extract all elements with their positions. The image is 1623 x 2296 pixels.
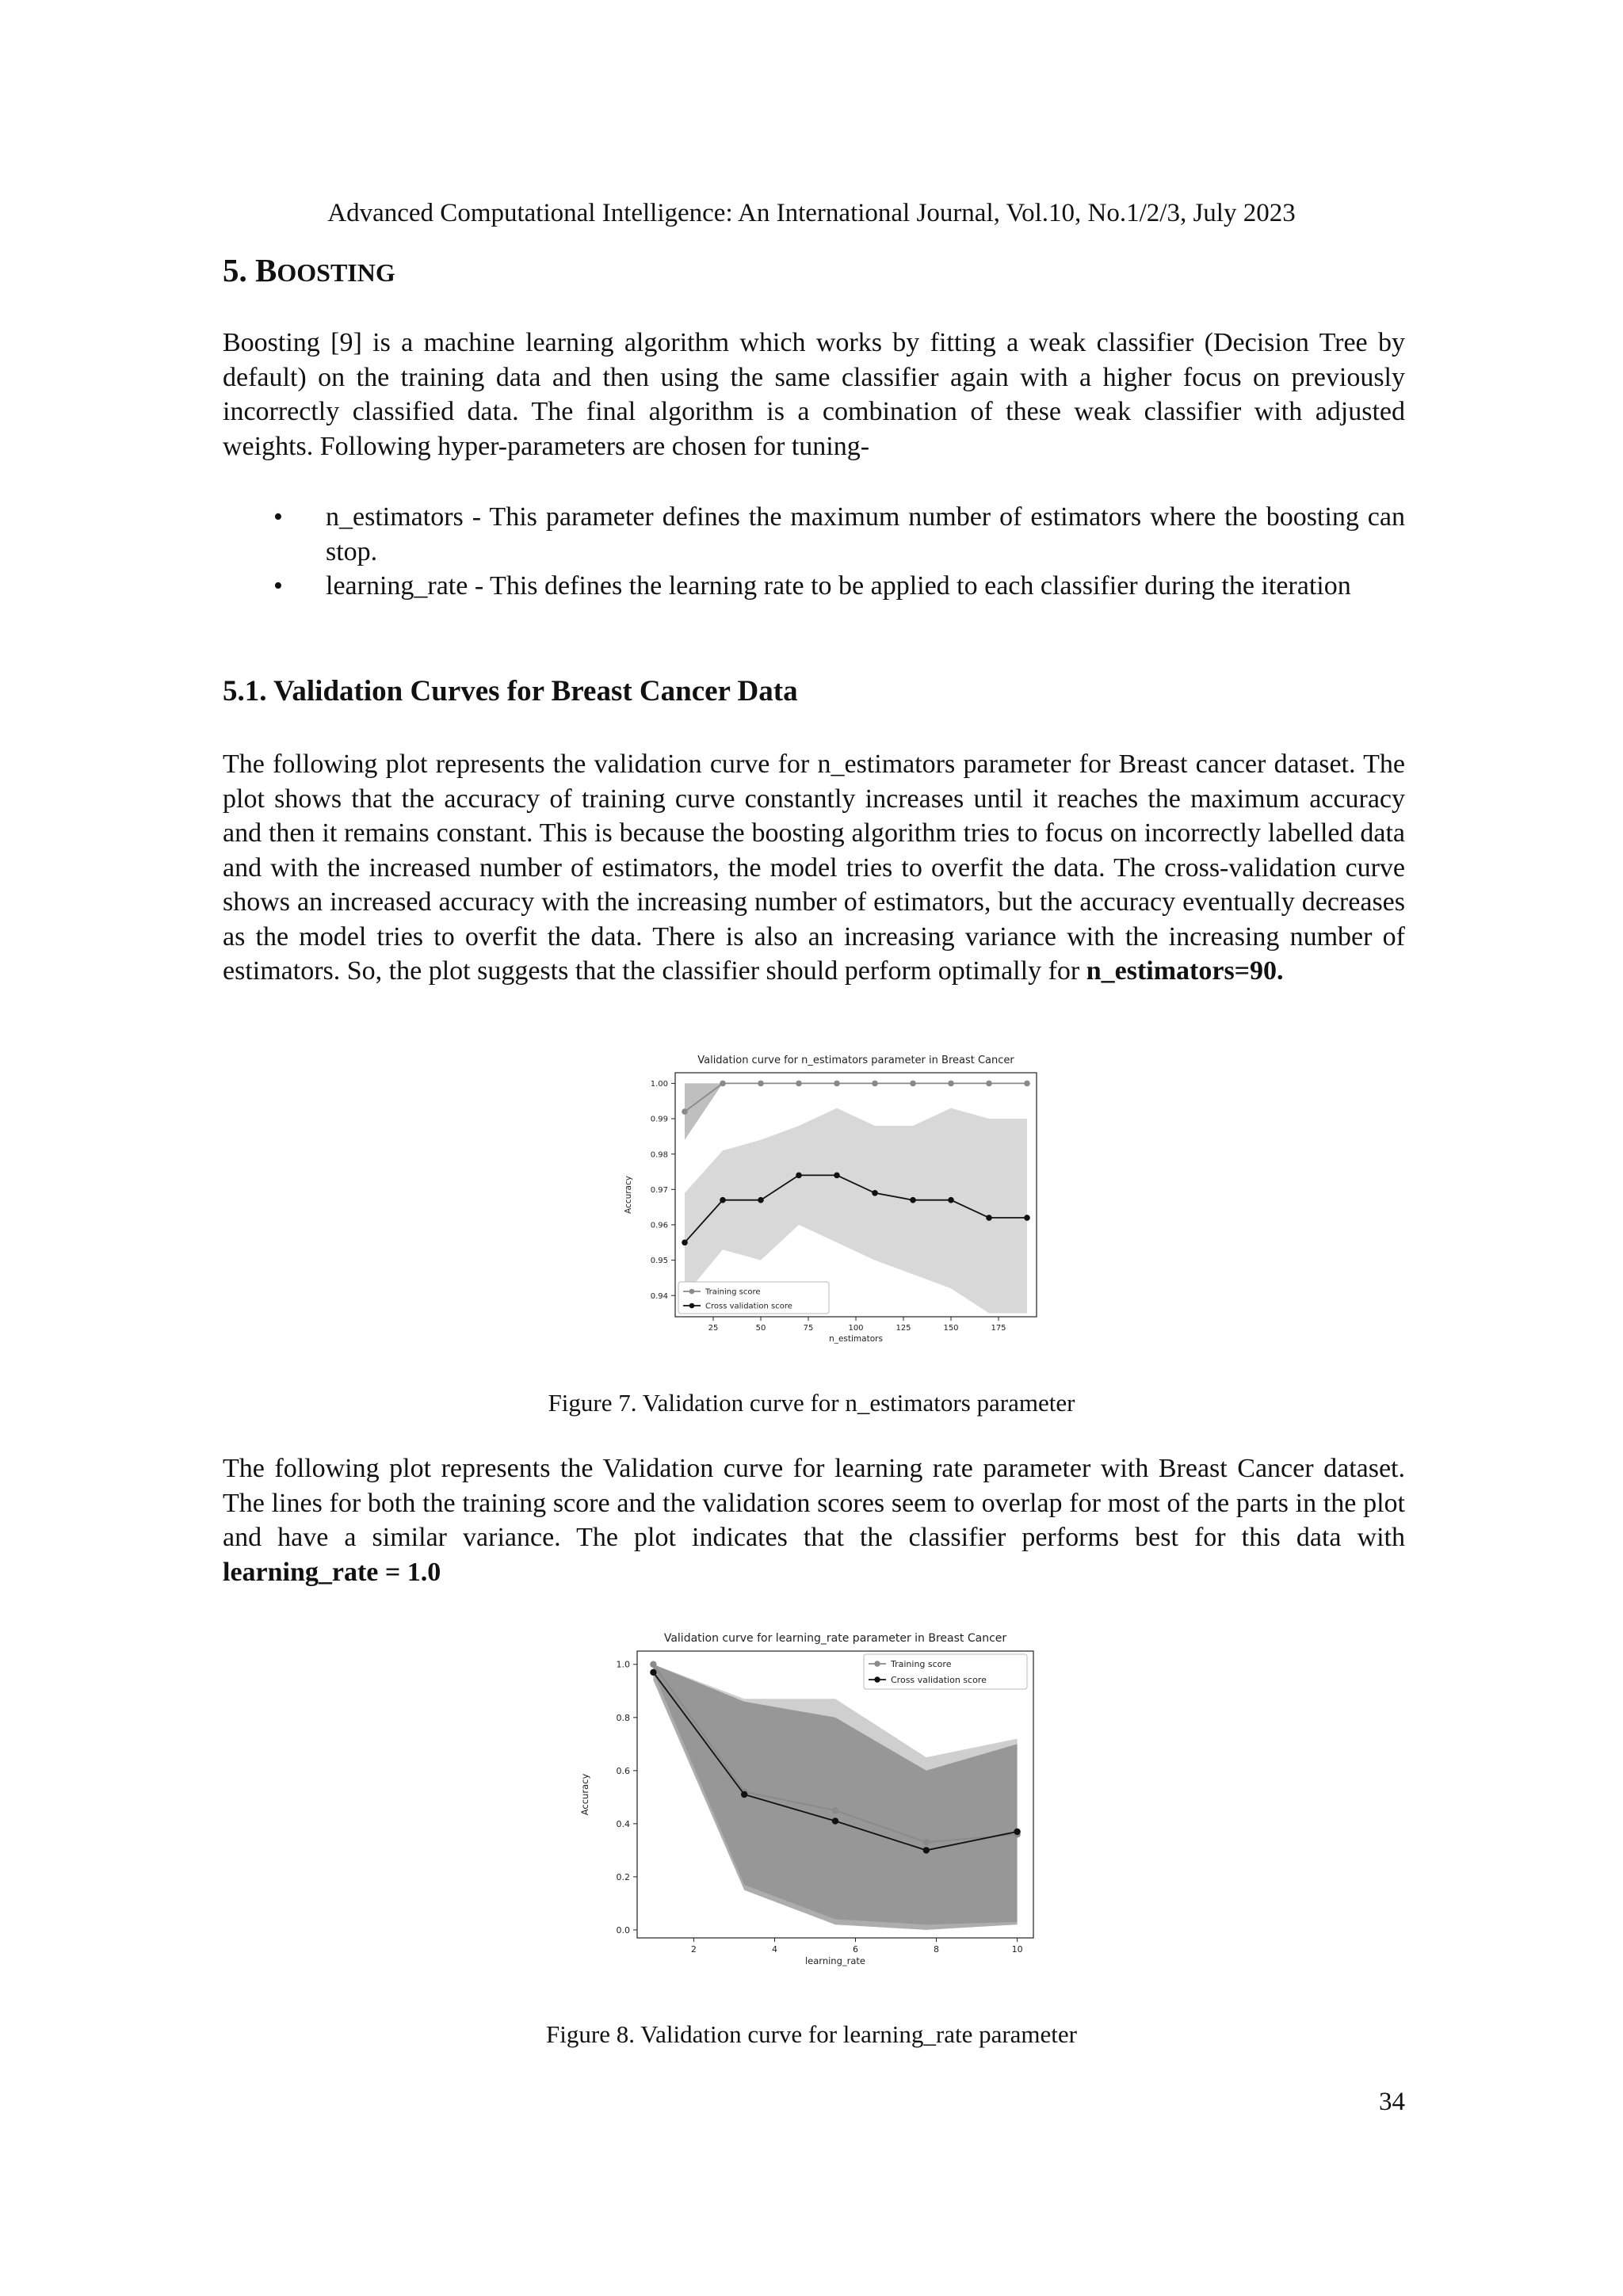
bullet-icon: •: [273, 502, 283, 532]
y-tick-label: 0.8: [616, 1712, 630, 1723]
x-tick-label: 175: [991, 1324, 1006, 1333]
data-point-cross-validation: [832, 1817, 838, 1824]
x-axis-label: n_estimators: [829, 1334, 883, 1344]
y-tick-label: 0.95: [650, 1257, 668, 1266]
section-title-initial: B: [255, 252, 277, 288]
data-point-cross-validation: [834, 1173, 840, 1179]
n-estimators-validation-chart: [618, 1052, 1046, 1363]
y-tick-label: 0.4: [616, 1818, 630, 1829]
y-tick-label: 0.0: [616, 1924, 630, 1936]
legend-label: Training score: [891, 1658, 952, 1669]
figure-7-caption: Figure 7. Validation curve for n_estimators parameter: [548, 1389, 1075, 1417]
y-tick-label: 1.00: [650, 1079, 668, 1089]
legend-marker: [689, 1303, 695, 1309]
data-point-training: [832, 1807, 838, 1814]
x-tick-label: 8: [934, 1944, 940, 1955]
page-number: 34: [1379, 2088, 1405, 2116]
data-point-training: [650, 1661, 656, 1668]
data-point-cross-validation: [796, 1173, 802, 1179]
section-title-rest: OOSTING: [277, 258, 395, 287]
list-item: [223, 500, 1405, 569]
x-tick-label: 25: [708, 1324, 719, 1333]
y-tick-label: 0.99: [650, 1115, 668, 1124]
y-tick-label: 1.0: [616, 1659, 630, 1670]
n-estimators-paragraph: [223, 747, 1405, 989]
data-point-cross-validation: [650, 1669, 656, 1676]
data-point-cross-validation: [720, 1197, 726, 1203]
learning-rate-validation-chart: [577, 1630, 1040, 1979]
legend-label: Cross validation score: [891, 1674, 987, 1685]
data-point-cross-validation: [682, 1239, 688, 1245]
data-point-training: [682, 1108, 688, 1115]
data-point-training: [758, 1081, 764, 1087]
paragraph-emphasis: n_estimators=90.: [1086, 956, 1284, 986]
data-point-training: [834, 1081, 840, 1087]
section-heading: [223, 250, 1405, 292]
intro-paragraph: [223, 326, 1405, 463]
data-point-cross-validation: [948, 1197, 954, 1203]
data-point-cross-validation: [923, 1847, 930, 1853]
paragraph-emphasis: learning_rate = 1.0: [223, 1557, 441, 1587]
list-item-text: n_estimators - This parameter defines the maximum number of estimators where the boosting can stop.: [326, 502, 1405, 566]
legend-marker: [689, 1289, 695, 1295]
bullet-icon: •: [273, 571, 283, 601]
subsection-heading: 5.1. Validation Curves for Breast Cancer Data: [223, 675, 798, 707]
data-point-cross-validation: [986, 1215, 992, 1221]
x-tick-label: 75: [803, 1324, 814, 1333]
x-tick-label: 50: [755, 1324, 766, 1333]
x-tick-label: 100: [848, 1324, 864, 1333]
y-tick-label: 0.6: [616, 1765, 630, 1776]
data-point-cross-validation: [1024, 1215, 1030, 1221]
data-point-training: [923, 1839, 930, 1845]
hyperparameter-list: [223, 500, 1405, 604]
list-item: [223, 569, 1405, 604]
x-tick-label: 10: [1011, 1944, 1023, 1955]
list-item-text: learning_rate - This defines the learning rate to be applied to each classifier during the iteration: [326, 571, 1351, 601]
data-point-cross-validation: [758, 1197, 764, 1203]
x-tick-label: 2: [690, 1944, 697, 1955]
data-point-cross-validation: [741, 1791, 747, 1798]
data-point-training: [948, 1081, 954, 1087]
x-tick-label: 6: [853, 1944, 859, 1955]
x-tick-label: 4: [771, 1944, 777, 1955]
figure-8-caption: Figure 8. Validation curve for learning_rate parameter: [546, 2020, 1077, 2048]
data-point-training: [1024, 1081, 1030, 1087]
legend-label: Training score: [705, 1287, 761, 1297]
x-tick-label: 125: [896, 1324, 911, 1333]
chart-legend: [864, 1654, 1027, 1689]
y-tick-label: 0.98: [650, 1150, 668, 1160]
legend-marker: [874, 1661, 880, 1666]
paragraph-text: The following plot represents the Validation curve for learning rate parameter with Breast Cancer dataset. The lines for both the training score and the validation scores seem to overlap for most of the parts in the plot and have a similar variance. The plot indicates that the classifier performs best for this data with: [223, 1454, 1405, 1552]
x-tick-label: 150: [943, 1324, 959, 1333]
data-point-training: [872, 1081, 878, 1087]
y-tick-label: 0.96: [650, 1221, 668, 1230]
paragraph-text: The following plot represents the validation curve for n_estimators parameter for Breast cancer dataset. The plot shows that the accuracy of training curve constantly increases until it reaches the maximum accuracy and then it remains constant. This is because the boosting algorithm tries to focus on incorrectly labelled data and with the increased number of estimators, the model tries to overfit the data. The cross-validation curve shows an increased accuracy with the increasing number of estimators, but the accuracy eventually decreases as the model tries to overfit the data. There is also an increasing variance with the increasing number of estimators. So, the plot suggests that the classifier should perform optimally for: [223, 749, 1405, 986]
section-number: 5.: [223, 252, 247, 288]
data-point-training: [796, 1081, 802, 1087]
y-tick-label: 0.94: [650, 1291, 668, 1301]
chart-title: Validation curve for learning_rate parameter in Breast Cancer: [663, 1632, 1007, 1645]
chart-title: Validation curve for n_estimators parameter in Breast Cancer: [697, 1055, 1014, 1066]
intro-text: Boosting [9] is a machine learning algorithm which works by fitting a weak classifier (Decision Tree by default) on the training data and then using the same classifier again with a higher focus on previously incorrectly classified data. The final algorithm is a combination of these weak classifier with adjusted weights. Following hyper-parameters are chosen for tuning-: [223, 328, 1405, 461]
running-header: Advanced Computational Intelligence: An International Journal, Vol.10, No.1/2/3, July 2023: [327, 199, 1296, 227]
x-axis-label: learning_rate: [804, 1955, 866, 1966]
y-axis-label: Accuracy: [624, 1176, 633, 1214]
y-tick-label: 0.2: [616, 1871, 630, 1882]
y-tick-label: 0.97: [650, 1185, 668, 1195]
learning-rate-paragraph: [223, 1451, 1405, 1589]
data-point-cross-validation: [1014, 1829, 1020, 1835]
legend-label: Cross validation score: [705, 1302, 792, 1311]
data-point-training: [986, 1081, 992, 1087]
data-point-cross-validation: [872, 1190, 878, 1196]
data-point-cross-validation: [910, 1197, 916, 1203]
data-point-training: [720, 1081, 726, 1087]
chart-legend: [678, 1282, 829, 1314]
y-axis-label: Accuracy: [579, 1773, 590, 1816]
legend-marker: [874, 1676, 880, 1682]
data-point-training: [910, 1081, 916, 1087]
